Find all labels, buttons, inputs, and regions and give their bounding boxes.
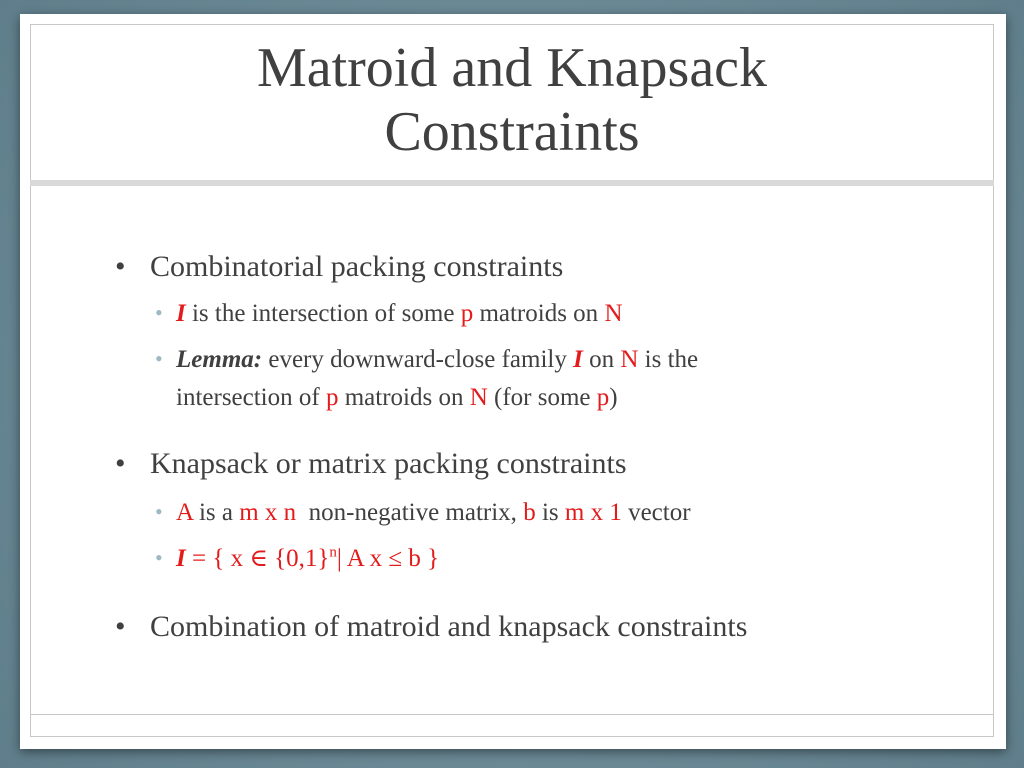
symbol-I: I <box>176 545 186 572</box>
sub-bullet-text-line-1 <box>176 343 698 377</box>
formula-exponent: n <box>329 544 337 561</box>
symbol-b: b <box>523 499 536 526</box>
symbol-N: N <box>620 346 639 373</box>
sub-bullet-text <box>176 496 691 530</box>
bullet-dot: • <box>115 447 126 480</box>
bullet-dot: • <box>115 610 126 643</box>
sub-bullet-dot: • <box>155 545 163 570</box>
symbol-I: I <box>176 300 186 327</box>
bullet-text: Knapsack or matrix packing constraints <box>150 447 627 480</box>
title-line-1: Matroid and Knapsack <box>256 37 768 99</box>
text-fragment: is the <box>638 346 699 373</box>
sub-bullet-formula <box>176 542 439 576</box>
symbol-p: p <box>596 384 610 411</box>
sub-bullet-dot: • <box>155 346 163 371</box>
sub-bullet-dot: • <box>155 300 163 325</box>
symbol-N: N <box>604 300 623 327</box>
sub-bullet-text <box>176 297 623 331</box>
bullet-dot: • <box>115 250 126 283</box>
symbol-A: A <box>176 499 193 526</box>
bullet-text: Combination of matroid and knapsack constraints <box>150 610 748 643</box>
text-fragment: intersection of <box>176 384 326 411</box>
text-fragment: non-negative matrix, <box>296 499 524 526</box>
text-fragment: matroids on <box>473 300 605 327</box>
text-fragment: vector <box>621 499 691 526</box>
text-fragment: is a <box>192 499 240 526</box>
text-fragment: ) <box>609 384 618 411</box>
title-line-2: Constraints <box>384 101 640 163</box>
sub-bullet-dot: • <box>155 499 163 524</box>
formula-condition: | A x ≤ b } <box>336 545 440 572</box>
symbol-p: p <box>460 300 474 327</box>
text-fragment: is <box>535 499 565 526</box>
text-fragment: matroids on <box>338 384 470 411</box>
text-fragment: is the intersection of some <box>185 300 461 327</box>
symbol-p: p <box>325 384 339 411</box>
text-fragment: on <box>582 346 621 373</box>
text-fragment: every downward-close family <box>262 346 574 373</box>
symbol-mxn: m x n <box>239 499 297 526</box>
symbol-I: I <box>573 346 583 373</box>
lemma-label: Lemma: <box>176 346 263 373</box>
text-fragment: (for some <box>487 384 597 411</box>
symbol-N: N <box>469 384 488 411</box>
slide-body <box>20 14 1006 749</box>
sub-bullet-text-line-2 <box>176 381 618 415</box>
bullet-text: Combinatorial packing constraints <box>150 250 564 283</box>
formula-set: = { x ∈ {0,1} <box>185 545 330 572</box>
symbol-mx1: m x 1 <box>564 499 622 526</box>
slide <box>20 14 1006 749</box>
